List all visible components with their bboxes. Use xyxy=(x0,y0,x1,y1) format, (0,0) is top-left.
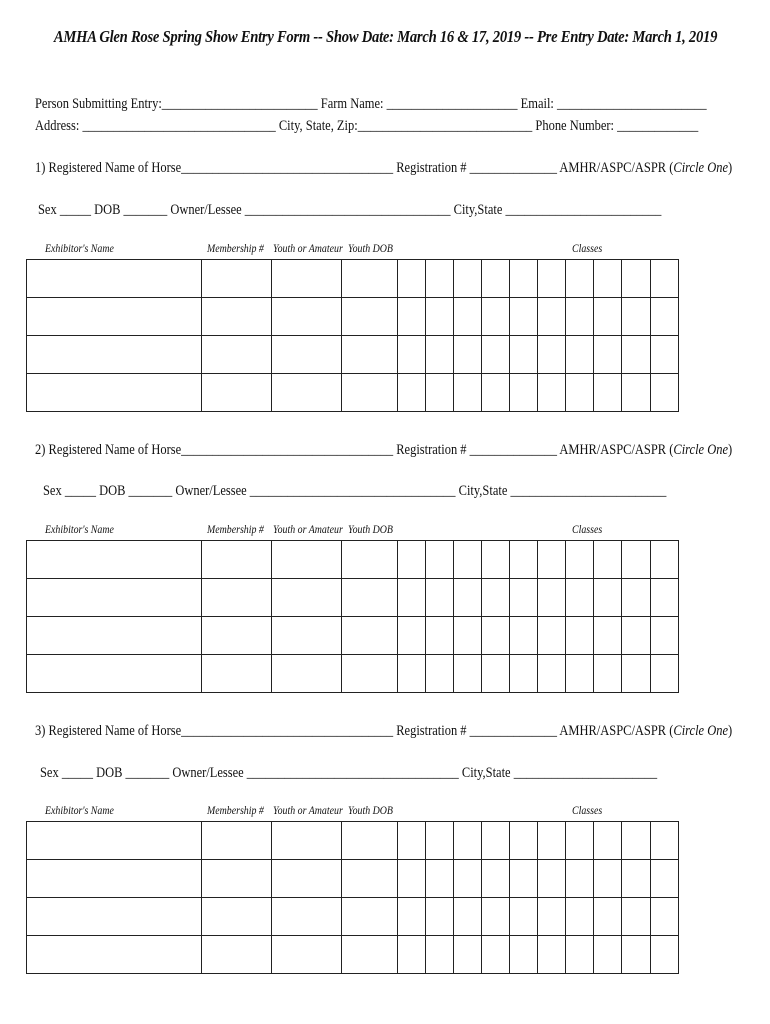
horse-2-registration-line[interactable] xyxy=(35,442,732,459)
table-row[interactable] xyxy=(27,860,679,898)
table-row[interactable] xyxy=(27,898,679,936)
horse-2-header-youth-dob: Youth DOB xyxy=(348,524,393,536)
horse-3-header-exhibitor: Exhibitor's Name xyxy=(45,805,114,817)
horse-2-reg-text: 2) Registered Name of Horse__________________________________ Registration # ______________ AMHR/ASPC/ASPR ( xyxy=(35,442,674,458)
horse-2-header-exhibitor: Exhibitor's Name xyxy=(45,524,114,536)
table-row[interactable] xyxy=(27,936,679,974)
horse-1-header-youth-dob: Youth DOB xyxy=(348,243,393,255)
horse-3-header-youth-amateur: Youth or Amateur xyxy=(273,805,343,817)
submitter-line-2[interactable]: Address: _______________________________ City, State, Zip:____________________________ Phone Number: _____________ xyxy=(35,118,699,134)
horse-1-detail-line[interactable]: Sex _____ DOB _______ Owner/Lessee _________________________________ City,State _________________________ xyxy=(38,202,662,218)
horse-1-close: ) xyxy=(727,160,733,176)
horse-3-reg-text: 3) Registered Name of Horse__________________________________ Registration # ______________ AMHR/ASPC/ASPR ( xyxy=(35,723,674,739)
horse-2-circle-one: Circle One xyxy=(673,442,728,458)
table-row[interactable] xyxy=(27,260,679,298)
horse-1-circle-one: Circle One xyxy=(673,160,728,176)
table-row[interactable] xyxy=(27,336,679,374)
form-title: AMHA Glen Rose Spring Show Entry Form -- Show Date: March 16 & 17, 2019 -- Pre Entry Date: March 1, 2019 xyxy=(53,27,718,46)
table-row[interactable] xyxy=(27,541,679,579)
table-row[interactable] xyxy=(27,617,679,655)
horse-3-entry-table[interactable] xyxy=(26,821,679,974)
table-row[interactable] xyxy=(27,374,679,412)
table-row[interactable] xyxy=(27,822,679,860)
horse-2-header-classes: Classes xyxy=(572,524,603,536)
horse-3-detail-line[interactable]: Sex _____ DOB _______ Owner/Lessee __________________________________ City,State _______________________ xyxy=(40,765,658,781)
horse-2-entry-table[interactable] xyxy=(26,540,679,693)
horse-2-close: ) xyxy=(727,442,733,458)
horse-1-header-youth-amateur: Youth or Amateur xyxy=(273,243,343,255)
horse-1-header-membership: Membership # xyxy=(207,243,264,255)
horse-2-detail-line[interactable]: Sex _____ DOB _______ Owner/Lessee _________________________________ City,State _________________________ xyxy=(43,483,667,499)
horse-1-reg-text: 1) Registered Name of Horse__________________________________ Registration # ______________ AMHR/ASPC/ASPR ( xyxy=(35,160,674,176)
horse-3-header-youth-dob: Youth DOB xyxy=(348,805,393,817)
horse-1-header-classes: Classes xyxy=(572,243,603,255)
horse-3-header-classes: Classes xyxy=(572,805,603,817)
horse-1-header-exhibitor: Exhibitor's Name xyxy=(45,243,114,255)
table-row[interactable] xyxy=(27,655,679,693)
horse-1-entry-table[interactable] xyxy=(26,259,679,412)
table-row[interactable] xyxy=(27,298,679,336)
horse-3-close: ) xyxy=(727,723,733,739)
horse-2-header-youth-amateur: Youth or Amateur xyxy=(273,524,343,536)
horse-3-header-membership: Membership # xyxy=(207,805,264,817)
horse-1-registration-line[interactable] xyxy=(35,160,732,177)
submitter-line-1[interactable]: Person Submitting Entry:_________________________ Farm Name: _____________________ Email: ________________________ xyxy=(35,96,707,112)
horse-3-registration-line[interactable] xyxy=(35,723,732,740)
horse-3-circle-one: Circle One xyxy=(673,723,728,739)
horse-2-header-membership: Membership # xyxy=(207,524,264,536)
table-row[interactable] xyxy=(27,579,679,617)
